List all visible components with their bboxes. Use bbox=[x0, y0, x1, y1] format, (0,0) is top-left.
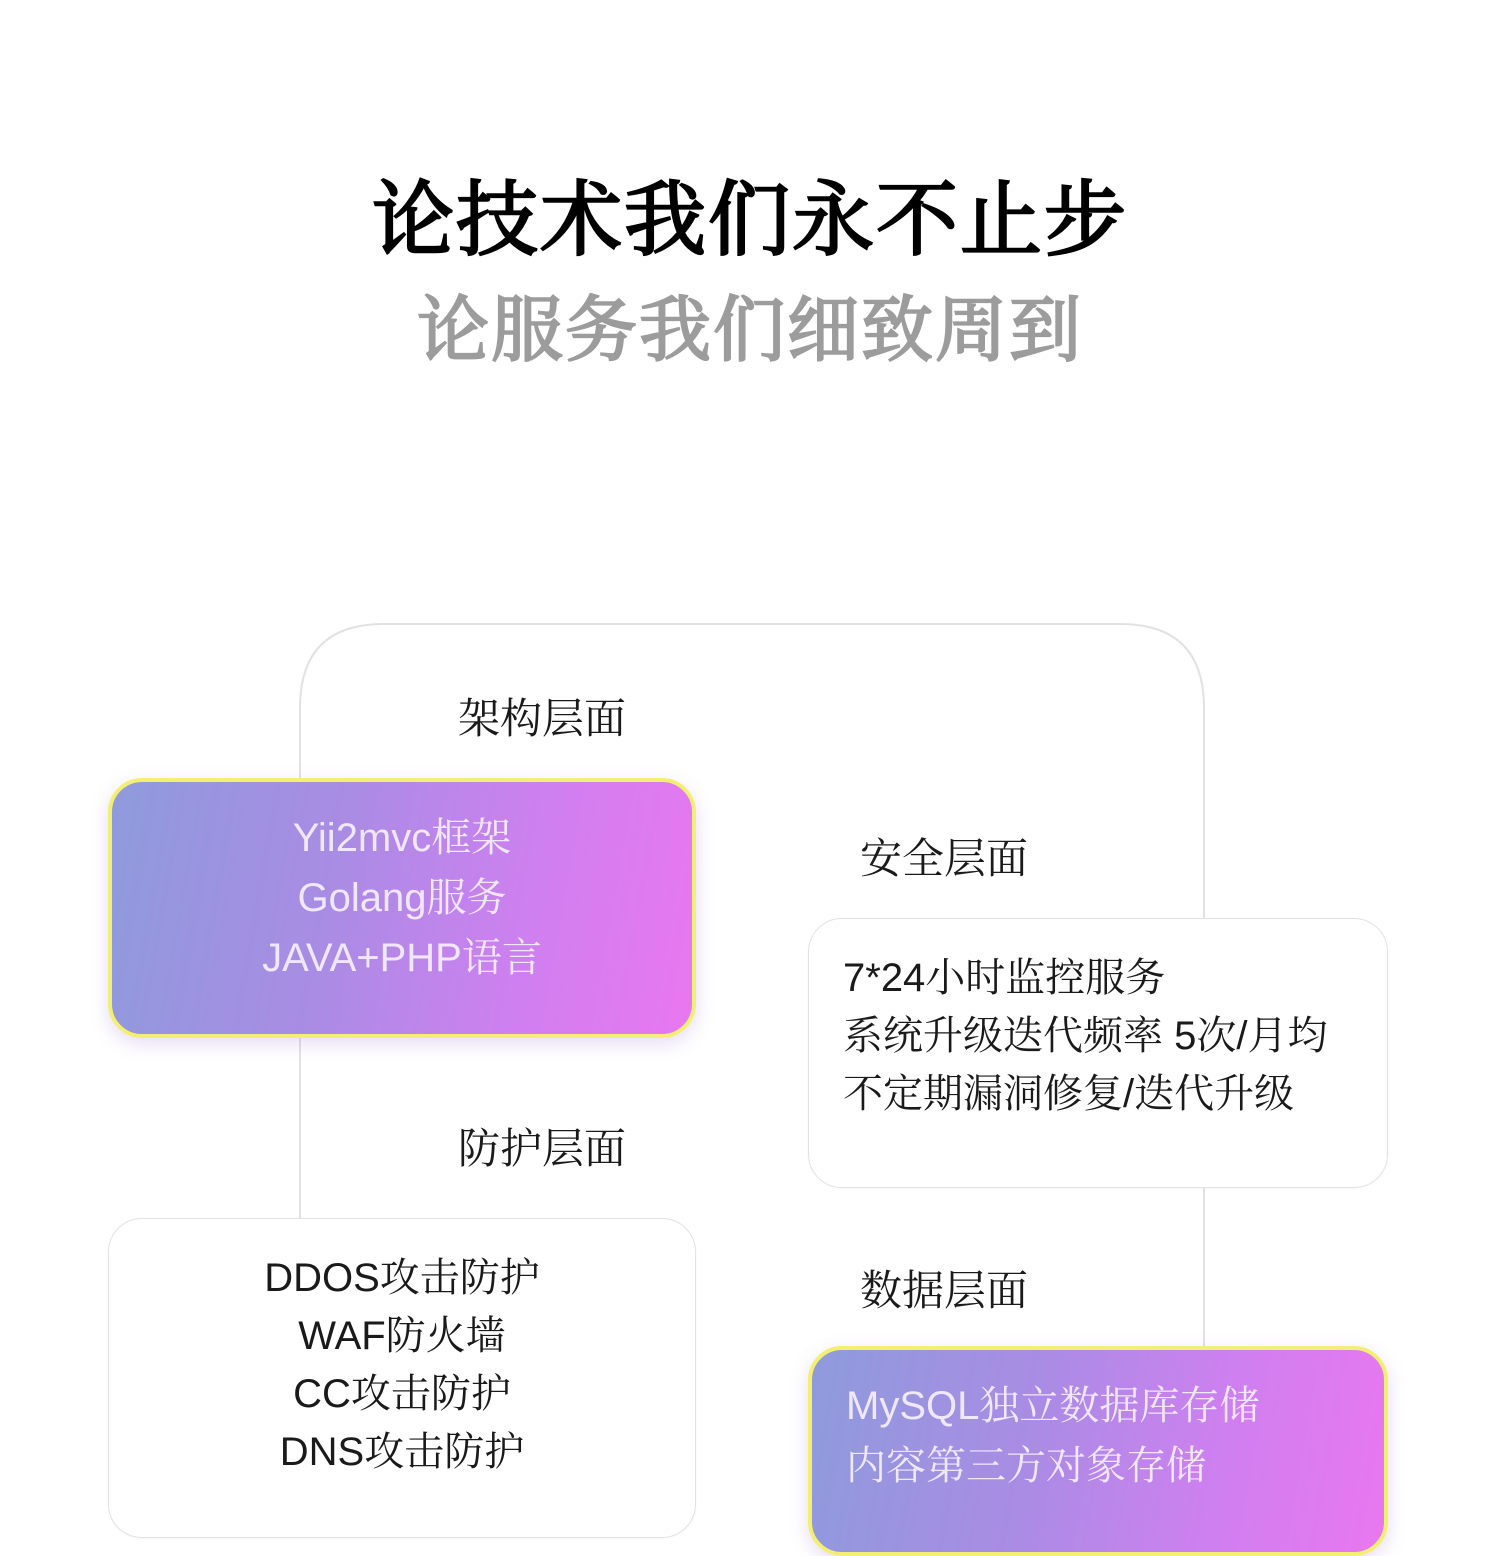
card-protection-body bbox=[109, 1219, 695, 1513]
page-subtitle: 论服务我们细致周到 bbox=[416, 290, 1083, 371]
card-architecture-line-1: Yii2mvc框架 bbox=[292, 816, 512, 860]
architecture-diagram bbox=[0, 600, 1500, 1500]
section-label-data: 数据层面 bbox=[860, 1267, 1029, 1314]
card-data-line-1: MySQL独立数据库存储 bbox=[846, 1384, 1260, 1428]
card-security-line-1: 7*24小时监控服务 bbox=[843, 956, 1166, 1000]
card-data[interactable] bbox=[808, 1346, 1388, 1556]
card-security-line-3: 不定期漏洞修复/迭代升级 bbox=[843, 1072, 1295, 1116]
card-protection-line-1: DDOS攻击防护 bbox=[264, 1256, 540, 1300]
headings-block bbox=[0, 175, 1500, 371]
card-protection[interactable] bbox=[108, 1218, 696, 1538]
card-data-line-2: 内容第三方对象存储 bbox=[846, 1444, 1206, 1488]
card-security-body bbox=[809, 919, 1387, 1155]
card-architecture[interactable] bbox=[108, 778, 696, 1038]
page-title: 论技术我们永不止步 bbox=[371, 175, 1128, 266]
card-architecture-line-2: Golang服务 bbox=[297, 876, 507, 920]
section-label-protection: 防护层面 bbox=[458, 1125, 627, 1172]
card-architecture-body bbox=[112, 782, 692, 1016]
card-security-line-2: 系统升级迭代频率 5次/月均 bbox=[843, 1014, 1328, 1058]
card-protection-line-2: WAF防火墙 bbox=[298, 1314, 506, 1358]
card-protection-line-4: DNS攻击防护 bbox=[279, 1430, 525, 1474]
card-data-body bbox=[812, 1350, 1384, 1524]
card-security[interactable] bbox=[808, 918, 1388, 1188]
section-label-security: 安全层面 bbox=[860, 835, 1029, 882]
card-protection-line-3: CC攻击防护 bbox=[293, 1372, 511, 1416]
card-architecture-line-3: JAVA+PHP语言 bbox=[262, 936, 542, 980]
section-label-architecture: 架构层面 bbox=[458, 695, 627, 742]
